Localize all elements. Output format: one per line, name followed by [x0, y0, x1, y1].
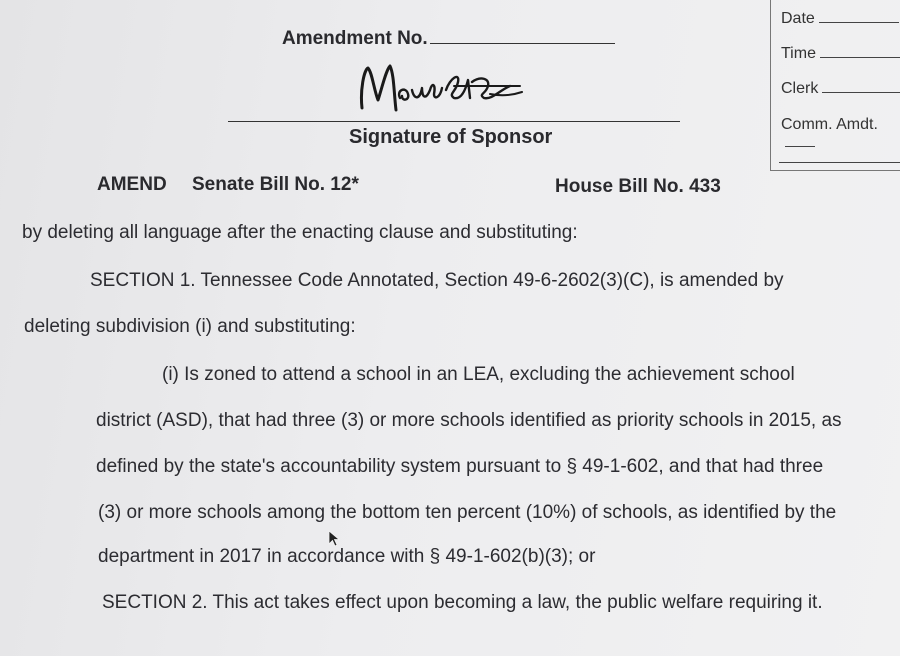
- amendment-line: [430, 42, 615, 44]
- section-1-line-2: deleting subdivision (i) and substituting:: [24, 316, 356, 337]
- signature-line: [228, 121, 680, 122]
- time-line: [820, 56, 900, 58]
- clerk-line: [822, 91, 900, 93]
- comm-amdt-label: Comm. Amdt.: [781, 116, 878, 133]
- comm-amdt-line: [785, 145, 815, 147]
- mouse-cursor-icon: [328, 530, 342, 548]
- date-field: [781, 10, 899, 28]
- subdivision-i-line-2: district (ASD), that had three (3) or more schools identified as priority schools in 2015, as: [96, 410, 842, 431]
- time-label: Time: [781, 45, 816, 62]
- amendment-label: Amendment No.: [282, 28, 428, 49]
- section-1-line-1: SECTION 1. Tennessee Code Annotated, Section 49-6-2602(3)(C), is amended by: [90, 270, 784, 291]
- date-label: Date: [781, 10, 815, 27]
- date-line: [819, 21, 899, 23]
- signature-caption: Signature of Sponsor: [349, 126, 553, 148]
- clerk-field: [781, 80, 900, 98]
- subdivision-i-line-5: department in 2017 in accordance with § 49-1-602(b)(3); or: [98, 546, 596, 567]
- subdivision-i-line-3: defined by the state's accountability system pursuant to § 49-1-602, and that had three: [96, 456, 824, 477]
- comm-amdt-field: [781, 116, 900, 152]
- section-2-line: SECTION 2. This act takes effect upon becoming a law, the public welfare requiring it.: [102, 592, 823, 613]
- senate-bill-number: Senate Bill No. 12*: [192, 174, 359, 195]
- house-bill-number: House Bill No. 433: [555, 176, 721, 197]
- subdivision-i-line-4: (3) or more schools among the bottom ten percent (10%) of schools, as identified by the: [98, 502, 837, 523]
- subdivision-i-line-1: (i) Is zoned to attend a school in an LEA, excluding the achievement school: [162, 364, 795, 385]
- intro-line: by deleting all language after the enacting clause and substituting:: [22, 222, 578, 243]
- clerk-bottom-line: [779, 162, 900, 163]
- amendment-number-field: [282, 28, 615, 50]
- clerk-box: [770, 0, 900, 171]
- sponsor-signature: [350, 60, 530, 120]
- clerk-label: Clerk: [781, 80, 819, 97]
- time-field: [781, 45, 900, 63]
- amend-word: AMEND: [97, 174, 167, 195]
